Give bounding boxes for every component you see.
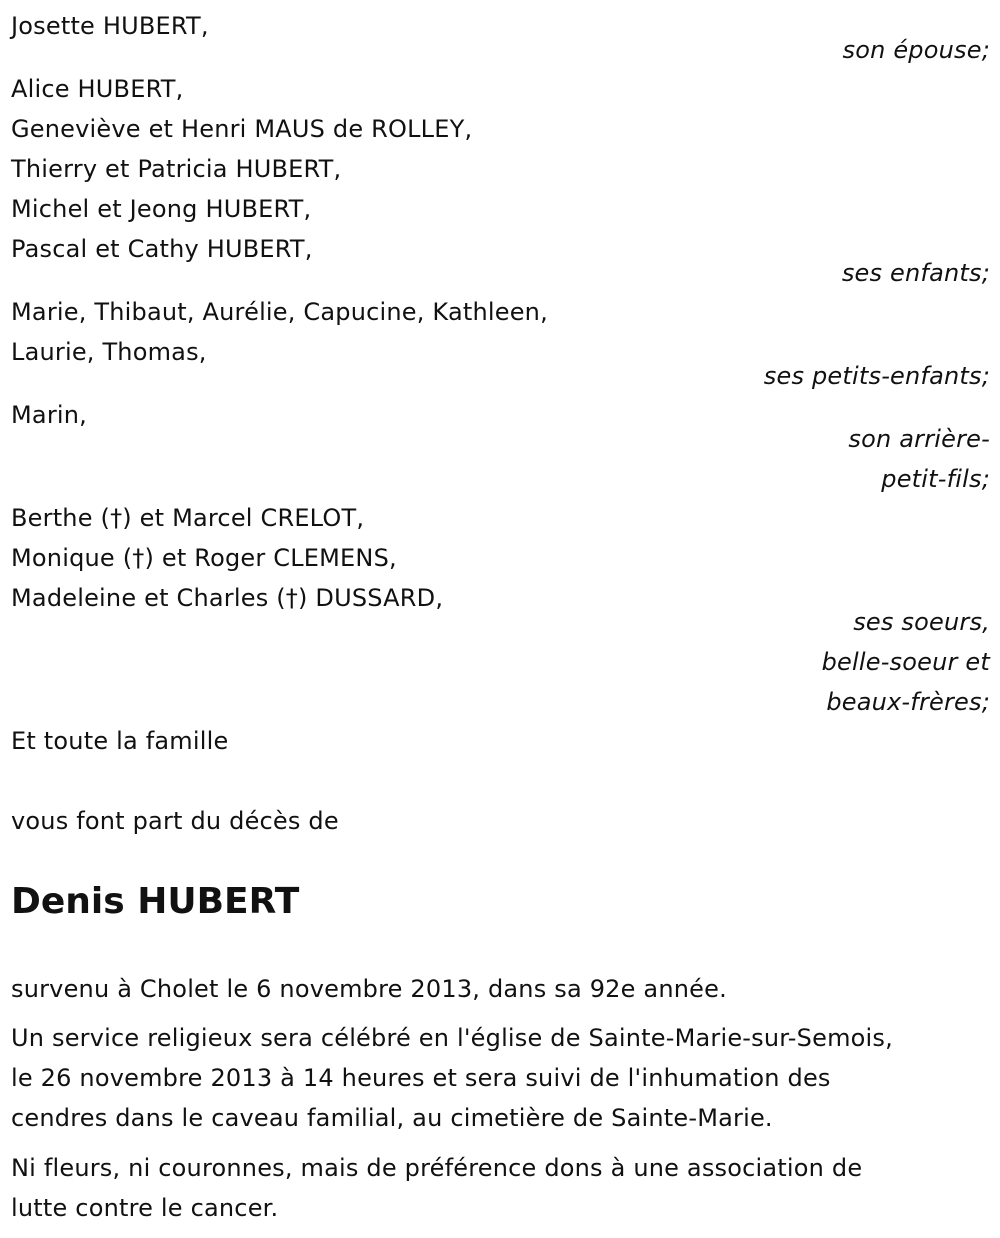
siblings-role: ses soeurs, [853, 608, 990, 636]
great-grandchild-name: Marin, [11, 401, 87, 429]
sibling-name: Madeleine et Charles (†) DUSSARD, [11, 584, 444, 612]
great-grandchild-role: petit-fils; [881, 465, 990, 493]
child-name: Michel et Jeong HUBERT, [11, 195, 312, 223]
spouse-name: Josette HUBERT, [11, 12, 209, 40]
children-role: ses enfants; [841, 259, 990, 287]
siblings-role: beaux-frères; [826, 688, 990, 716]
child-name: Pascal et Cathy HUBERT, [11, 235, 313, 263]
announce-line: vous font part du décès de [11, 807, 339, 835]
grandchildren-role: ses petits-enfants; [763, 362, 990, 390]
great-grandchild-role: son arrière- [848, 425, 990, 453]
flowers-line: lutte contre le cancer. [11, 1194, 279, 1222]
sibling-name: Berthe (†) et Marcel CRELOT, [11, 504, 365, 532]
deceased-name: Denis HUBERT [11, 881, 300, 922]
siblings-role: belle-soeur et [821, 648, 990, 676]
child-name: Geneviève et Henri MAUS de ROLLEY, [11, 115, 473, 143]
death-line: survenu à Cholet le 6 novembre 2013, dans sa 92e année. [11, 975, 727, 1003]
sibling-name: Monique (†) et Roger CLEMENS, [11, 544, 397, 572]
grandchildren-names: Laurie, Thomas, [11, 338, 207, 366]
service-line: Un service religieux sera célébré en l'église de Sainte-Marie-sur-Semois, [11, 1024, 893, 1052]
flowers-line: Ni fleurs, ni couronnes, mais de préférence dons à une association de [11, 1154, 863, 1182]
family-line: Et toute la famille [11, 727, 229, 755]
child-name: Thierry et Patricia HUBERT, [11, 155, 342, 183]
child-name: Alice HUBERT, [11, 75, 184, 103]
grandchildren-names: Marie, Thibaut, Aurélie, Capucine, Kathleen, [11, 298, 548, 326]
service-line: cendres dans le caveau familial, au cimetière de Sainte-Marie. [11, 1104, 773, 1132]
spouse-role: son épouse; [842, 36, 990, 64]
service-line: le 26 novembre 2013 à 14 heures et sera suivi de l'inhumation des [11, 1064, 831, 1092]
